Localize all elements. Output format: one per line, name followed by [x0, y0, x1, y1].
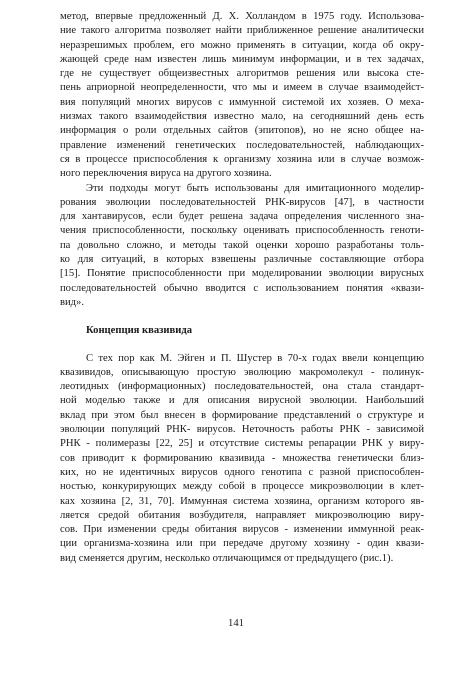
text-line: сов приводит к формированию квазивида - множества генетически близ-	[60, 452, 424, 464]
text-line: ся в процессе приспособления к организму хозяина или в случае возмож-	[60, 153, 424, 165]
section-spacer	[60, 310, 424, 324]
text-line: [15]. Понятие приспособленности при моделировании эволюции вирусных	[60, 268, 424, 280]
text-line: Эти подходы могут быть использованы для имитационного моделир-	[86, 182, 424, 194]
text-line: чения приспособленности, поскольку оценивать приспособленность геноти-	[60, 225, 424, 237]
text-line: ках хозяина [2, 31, 70]. Иммунная система хозяина, организм которого яв-	[60, 495, 424, 507]
text-line: метод, впервые предложенный Д. Х. Холландом в 1975 году. Использова-	[60, 11, 424, 22]
text-line: эволюции популяций РНК- вирусов. Неточность работы РНК - зависимой	[60, 424, 424, 436]
text-line: вия популяций многих вирусов с иммунной системой их хозяев. О меха-	[60, 96, 424, 108]
text-line: последовательностей обычно вводится с использованием понятия «квази-	[60, 282, 424, 294]
document-page	[60, 10, 424, 566]
text-line: ции организма-хозяина или при передаче другому хозяину - один квази-	[60, 538, 424, 550]
text-line: сов. При изменении среды обитания вирусов - изменении иммунной реак-	[60, 524, 424, 536]
text-line: где не существует общеизвестных алгоритмов решения или высока сте-	[60, 68, 424, 80]
text-line: ной моделью также и для описания вирусной эволюции. Наибольший	[60, 395, 424, 407]
text-line: вид».	[60, 296, 85, 308]
section-heading: Концепция квазивида	[86, 325, 193, 337]
text-line: ностью, конкурирующих между собой в процессе микроэволюции в клет-	[60, 481, 424, 493]
text-line: ляется средой обитания возбудителя, направляет микроэволюцию виру-	[60, 509, 424, 521]
text-line: вклад при этом был внесен в формирование представлений о структуре и	[60, 409, 424, 421]
page-number: 141	[228, 618, 244, 629]
text-line: информация о роли отдельных сайтов (эпитопов), но не ясно общее на-	[60, 125, 424, 137]
text-line: С тех пор как М. Эйген и П. Шустер в 70-х годах ввели концепцию	[86, 352, 424, 364]
text-line: квазивидов, описывающую простую эволюцию макромолекул - полинук-	[60, 366, 424, 378]
paragraph-quasispecies-concept	[60, 352, 424, 566]
text-line: ние такого алгоритма позволяет найти приближенное решение аналитически	[60, 25, 424, 37]
text-line: па довольно сложно, и методы такой оценки хорошо разработаны толь-	[60, 239, 424, 251]
text-line: ного переключения вируса на другого хозяина.	[60, 168, 272, 180]
text-line: ких, но не идентичных вирусов одного генотипа с разной приспособлен-	[60, 466, 424, 478]
text-line: для хантавирусов, если будет решена задача определения численного зна-	[60, 211, 424, 223]
paragraph-simulation-modeling	[60, 182, 424, 311]
text-line: ко для ситуаций, в которых взвешены различные составляющие отбора	[60, 254, 424, 266]
text-line: жающей среде нам известен лишь минимум информации, и в тех задачах,	[60, 53, 424, 65]
text-line: леотидных (информационных) последовательностей, она стала стандарт-	[60, 381, 424, 393]
text-line: рования эволюции последовательностей РНК-вирусов [47], в частности	[60, 196, 424, 208]
text-line: низмах такого взаимодействия известно мало, на сегодняшний день есть	[60, 111, 424, 123]
text-line: неразрешимых проблем, его можно применять в ситуации, когда об окру-	[60, 39, 424, 51]
paragraph-genetic-algorithm	[60, 10, 424, 182]
text-line: правление изменений генетических последовательностей, наблюдающих-	[60, 139, 424, 151]
text-line: РНК - полимеразы [22, 25] и отсутствие системы репарации РНК у виру-	[60, 438, 424, 450]
text-line: пень априорной неопределенности, что мы и имеем в случае взаимодейст-	[60, 82, 424, 94]
text-line: вид сменяется другим, несколько отличающимся от предыдущего (рис.1).	[60, 552, 394, 564]
